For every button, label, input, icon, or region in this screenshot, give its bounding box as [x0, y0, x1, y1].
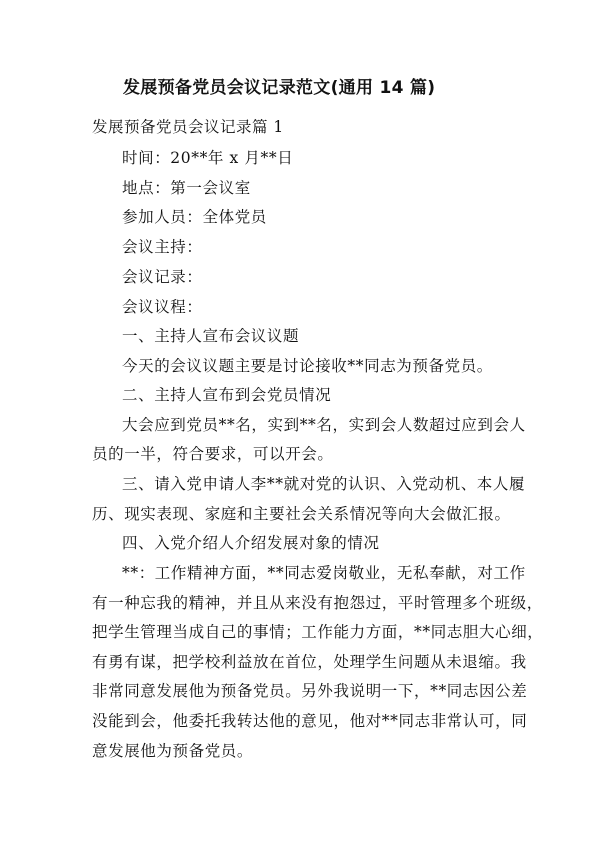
item3-line: 三、请入党申请人李**就对党的认识、入党动机、本人履 — [122, 475, 526, 493]
item4-body-line: 把学生管理当成自己的事情；工作能力方面，**同志胆大心细， — [92, 623, 544, 641]
item3-line: 历、现实表现、家庭和主要社会关系情况等向大会做汇报。 — [92, 505, 511, 523]
item4-body-line: **：工作精神方面，**同志爱岗敬业，无私奉献，对工作 — [122, 564, 526, 582]
item4-heading: 四、入党介绍人介绍发展对象的情况 — [122, 534, 380, 552]
document-title: 发展预备党员会议记录范文(通用 14 篇) — [123, 78, 436, 98]
item2-heading: 二、主持人宣布到会党员情况 — [122, 386, 332, 404]
item4-body-line: 有一种忘我的精神，并且从来没有抱怨过，平时管理多个班级， — [92, 594, 543, 612]
item1-heading: 一、主持人宣布会议议题 — [122, 327, 300, 345]
meta-agenda: 会议议程： — [122, 298, 203, 316]
meta-host: 会议主持： — [122, 238, 203, 256]
meta-attendees: 参加人员：全体党员 — [122, 208, 267, 226]
meta-recorder: 会议记录： — [122, 268, 203, 286]
item2-body-line: 员的一半，符合要求，可以开会。 — [92, 445, 334, 463]
item2-body-line: 大会应到党员**名，实到**名，实到会人数超过应到会人 — [122, 416, 526, 434]
section-heading: 发展预备党员会议记录篇 1 — [92, 118, 284, 136]
item4-body-line: 有勇有谋，把学校利益放在首位，处理学生问题从未退缩。我 — [92, 653, 527, 671]
item4-body-line: 意发展他为预备党员。 — [92, 742, 254, 760]
item4-body-line: 没能到会，他委托我转达他的意见，他对**同志非常认可，同 — [92, 712, 528, 730]
item1-body: 今天的会议议题主要是讨论接收**同志为预备党员。 — [122, 357, 493, 375]
item4-body-line: 非常同意发展他为预备党员。另外我说明一下，**同志因公差 — [92, 682, 528, 700]
meta-place: 地点：第一会议室 — [122, 179, 251, 197]
meta-time: 时间：20**年 x 月**日 — [122, 149, 294, 167]
